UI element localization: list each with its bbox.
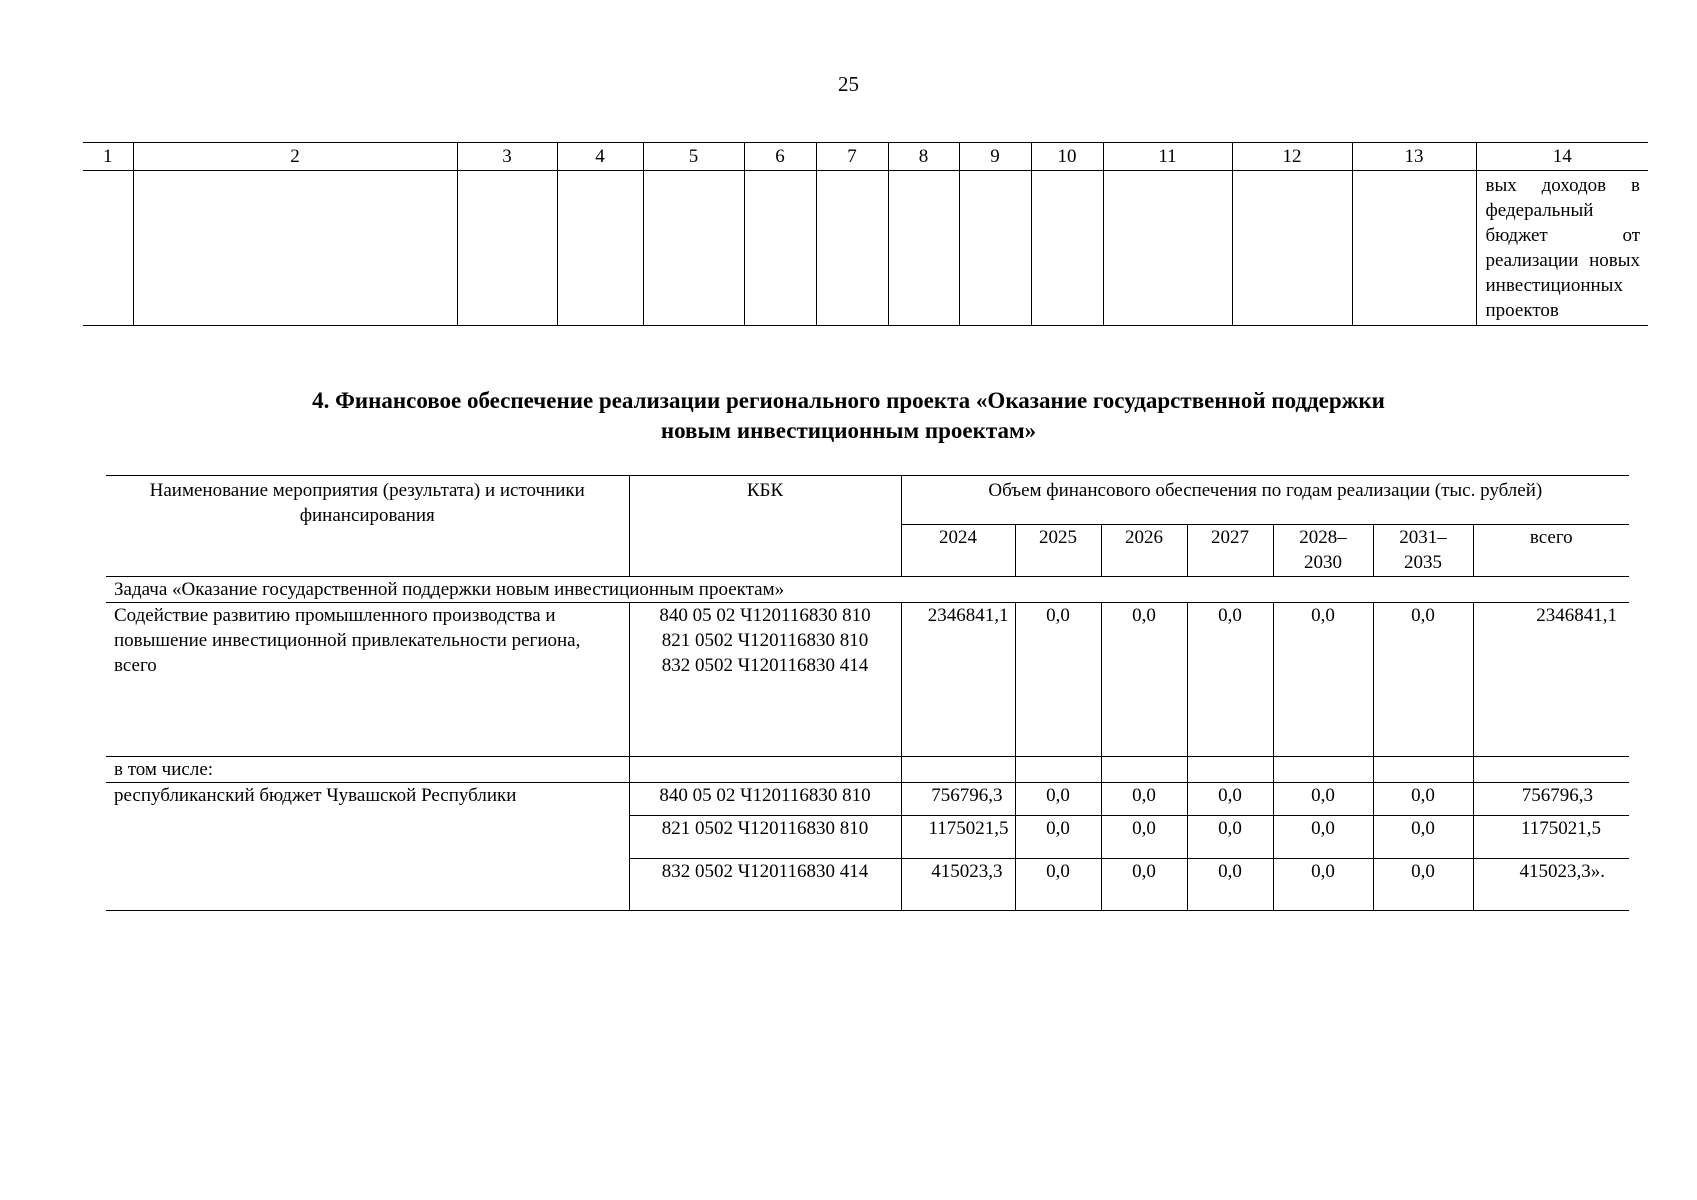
value-cell: 1175021,5	[901, 816, 1015, 859]
col-number: 9	[959, 143, 1031, 171]
heading-line-2: новым инвестиционным проектам»	[660, 418, 1037, 443]
col-number: 6	[744, 143, 816, 171]
value-cell: 0,0	[1373, 816, 1473, 859]
col-number: 5	[643, 143, 744, 171]
header-year: 2028–2030	[1273, 525, 1373, 577]
col14-cell-text: вых доходов в федеральный бюджет от реализации новых инвестиционных проектов	[1485, 175, 1640, 321]
budget-name: республиканский бюджет Чувашской Республики	[106, 783, 629, 911]
value-cell: 0,0	[1187, 816, 1273, 859]
heading-line-1: 4. Финансовое обеспечение реализации регионального проекта «Оказание государственной поддержки	[312, 388, 1385, 413]
including-label: в том числе:	[106, 757, 629, 783]
header-year: 2024	[901, 525, 1015, 577]
col-number: 8	[888, 143, 959, 171]
value-cell-total: 756796,3	[1473, 783, 1629, 816]
page-number: 25	[838, 72, 859, 96]
header-year: 2027	[1187, 525, 1273, 577]
kbk-code: 821 0502 Ч120116830 810	[629, 816, 901, 859]
col-number: 1	[83, 143, 133, 171]
value-cell: 2346841,1	[901, 603, 1015, 757]
kbk-code: 832 0502 Ч120116830 414	[661, 655, 869, 676]
budget-row	[106, 783, 1629, 816]
section-heading	[0, 386, 1697, 446]
value-cell: 0,0	[1015, 603, 1101, 757]
value-cell: 0,0	[1373, 859, 1473, 911]
value-cell: 0,0	[1015, 859, 1101, 911]
value-cell-total: 415023,3».	[1473, 859, 1629, 911]
value-cell: 0,0	[1273, 783, 1373, 816]
header-year: 2026	[1101, 525, 1187, 577]
value-cell: 0,0	[1373, 603, 1473, 757]
col-number: 13	[1352, 143, 1476, 171]
col-number: 2	[133, 143, 457, 171]
col-number: 12	[1232, 143, 1352, 171]
col-number: 10	[1031, 143, 1103, 171]
value-cell: 0,0	[1273, 603, 1373, 757]
column-number-row	[83, 143, 1648, 171]
continuation-table	[83, 142, 1648, 326]
value-cell: 0,0	[1187, 783, 1273, 816]
financing-table	[106, 475, 1629, 911]
col-number: 14	[1476, 143, 1648, 171]
value-cell: 0,0	[1273, 816, 1373, 859]
value-cell: 0,0	[1015, 783, 1101, 816]
value-cell: 756796,3	[901, 783, 1015, 816]
col-number: 4	[557, 143, 643, 171]
value-cell-total: 1175021,5	[1473, 816, 1629, 859]
value-cell: 0,0	[1101, 816, 1187, 859]
main-row	[106, 603, 1629, 757]
value-cell: 0,0	[1101, 859, 1187, 911]
kbk-cell	[629, 603, 901, 757]
header-volume: Объем финансового обеспечения по годам реализации (тыс. рублей)	[901, 476, 1629, 525]
value-cell: 0,0	[1273, 859, 1373, 911]
value-cell: 0,0	[1101, 783, 1187, 816]
header-name: Наименование мероприятия (результата) и источники финансирования	[106, 476, 629, 577]
task-row	[106, 577, 1629, 603]
table-row	[83, 171, 1648, 326]
value-cell: 0,0	[1101, 603, 1187, 757]
value-cell: 0,0	[1187, 603, 1273, 757]
kbk-code: 840 05 02 Ч120116830 810	[659, 605, 871, 626]
including-row	[106, 757, 1629, 783]
col-number: 3	[457, 143, 557, 171]
col-number: 11	[1103, 143, 1232, 171]
activity-name: Содействие развитию промышленного производства и повышение инвестиционной привлекательности региона, всего	[106, 603, 629, 757]
header-year: 2031–2035	[1373, 525, 1473, 577]
value-cell: 0,0	[1373, 783, 1473, 816]
header-kbk: КБК	[629, 476, 901, 577]
header-year-total: всего	[1473, 525, 1629, 577]
header-row	[106, 476, 1629, 525]
kbk-code: 840 05 02 Ч120116830 810	[629, 783, 901, 816]
value-cell: 0,0	[1015, 816, 1101, 859]
task-title: Задача «Оказание государственной поддержки новым инвестиционным проектам»	[106, 577, 1629, 603]
col-number: 7	[816, 143, 888, 171]
value-cell: 415023,3	[901, 859, 1015, 911]
value-cell-total: 2346841,1	[1473, 603, 1629, 757]
kbk-code: 821 0502 Ч120116830 810	[661, 630, 869, 651]
header-year: 2025	[1015, 525, 1101, 577]
kbk-code: 832 0502 Ч120116830 414	[629, 859, 901, 911]
value-cell: 0,0	[1187, 859, 1273, 911]
